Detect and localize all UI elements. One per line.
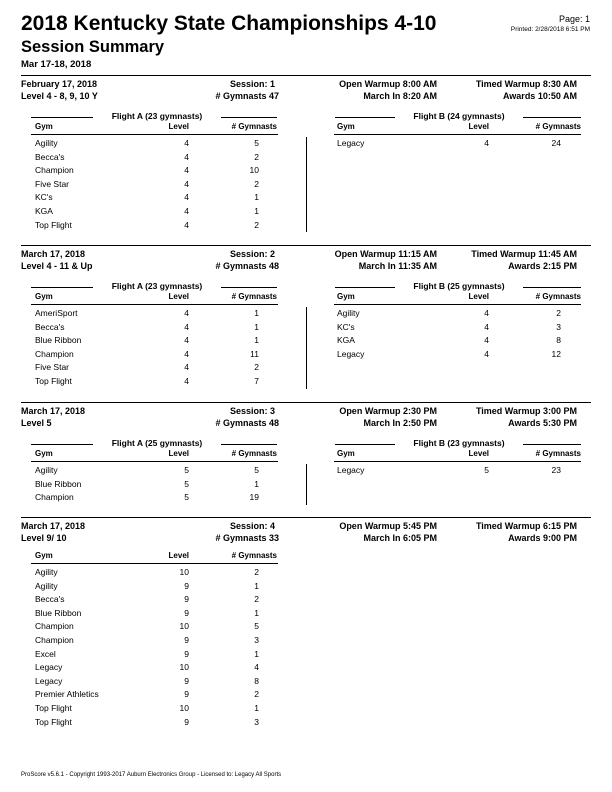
flight-b-rule-right [523, 117, 581, 118]
table-row-gym: Agility [337, 308, 360, 318]
table-row-count: 3 [556, 321, 561, 332]
table-row-count: 1 [254, 703, 259, 713]
table-row-level: 10 [179, 703, 189, 713]
table-row-count: 1 [254, 308, 259, 318]
table-row-gym: Legacy [337, 348, 365, 359]
table-row-gym: Champion [35, 165, 74, 176]
flight-a-label: Flight A (23 gymnasts) [111, 281, 203, 291]
table-row-gym: KC's [337, 321, 355, 332]
table-row-gym: Legacy [35, 675, 63, 686]
flight-b-rule-right [523, 287, 581, 288]
table-row-gym: Champion [35, 621, 74, 632]
table-row-gym: Becca's [35, 151, 65, 162]
table-row-level: 10 [179, 621, 189, 632]
table-row-count: 1 [254, 206, 259, 216]
col-header-rule-a [31, 134, 278, 135]
session-block [21, 75, 591, 230]
col-level-b: Level [468, 292, 489, 301]
col-level-b: Level [468, 449, 489, 458]
table-row-level: 5 [184, 478, 189, 489]
table-row-count: 8 [556, 335, 561, 346]
col-level-a: Level [168, 449, 189, 458]
flight-b-rule-right [523, 444, 581, 445]
table-row-gym: Agility [35, 567, 58, 577]
awards: Awards 10:50 AM [502, 91, 577, 101]
report-dates: Mar 17-18, 2018 [21, 59, 92, 70]
table-row-level: 4 [184, 206, 189, 216]
table-row-gym: Legacy [337, 465, 365, 475]
table-row-count: 2 [254, 567, 259, 577]
table-row-level: 4 [184, 321, 189, 332]
flight-a-rule-left [31, 444, 93, 445]
session-gymnasts-total: # Gymnasts 48 [215, 418, 279, 428]
march-in: March In 11:35 AM [358, 261, 437, 271]
open-warmup: Open Warmup 8:00 AM [339, 79, 437, 89]
col-gymnasts-b: # Gymnasts [535, 122, 581, 131]
flight-a-rule-left [31, 117, 93, 118]
col-level-a: Level [168, 122, 189, 131]
table-row-count: 1 [254, 321, 259, 332]
table-row-level: 10 [179, 567, 189, 577]
session-date: March 17, 2018 [21, 521, 86, 531]
flight-b-rule-left [335, 287, 395, 288]
table-row-level: 9 [184, 716, 189, 727]
table-row-gym: Champion [35, 492, 74, 503]
table-row-level: 4 [484, 321, 489, 332]
open-warmup: Open Warmup 5:45 PM [339, 521, 437, 531]
table-row-gym: Top Flight [35, 703, 72, 713]
table-row-count: 12 [551, 348, 561, 359]
table-row-level: 9 [184, 594, 189, 605]
col-level-a: Level [168, 292, 189, 301]
col-gym-b: Gym [337, 449, 355, 458]
session-levels: Level 4 - 11 & Up [21, 261, 93, 271]
table-row-gym: Five Star [35, 362, 70, 373]
flight-a-rule-left [31, 287, 93, 288]
table-row-level: 4 [184, 308, 189, 318]
col-gym-a: Gym [35, 122, 53, 131]
table-row-level: 4 [484, 335, 489, 346]
table-row-count: 1 [254, 580, 259, 591]
table-row-level: 9 [184, 607, 189, 618]
table-row-gym: Blue Ribbon [35, 478, 82, 489]
session-date: March 17, 2018 [21, 249, 86, 259]
col-gymnasts-a: # Gymnasts [231, 551, 277, 560]
awards: Awards 9:00 PM [508, 533, 577, 543]
table-row-level: 9 [184, 675, 189, 686]
table-row-level: 4 [184, 178, 189, 189]
flight-divider [306, 137, 307, 232]
table-row-count: 3 [254, 716, 259, 727]
session-levels: Level 4 - 8, 9, 10 Y [21, 91, 98, 101]
table-row-level: 5 [184, 492, 189, 503]
table-row-gym: Agility [35, 465, 58, 475]
march-in: March In 2:50 PM [363, 418, 437, 428]
table-row-count: 1 [254, 478, 259, 489]
table-row-count: 2 [254, 594, 259, 605]
table-row-count: 11 [250, 348, 259, 359]
table-row-level: 4 [184, 348, 189, 359]
table-row-count: 1 [254, 192, 259, 203]
table-row-level: 4 [184, 165, 189, 176]
table-row-count: 19 [249, 492, 259, 503]
timed-warmup: Timed Warmup 3:00 PM [475, 406, 577, 416]
flight-a-rule-right [221, 117, 277, 118]
col-gymnasts-a: # Gymnasts [231, 292, 277, 301]
table-row-gym: Champion [35, 635, 74, 645]
table-row-gym: KGA [35, 206, 53, 216]
session-block [21, 402, 591, 503]
table-row-count: 5 [254, 465, 259, 475]
flight-a-rule-right [221, 287, 277, 288]
timed-warmup: Timed Warmup 8:30 AM [475, 79, 577, 89]
table-row-gym: Top Flight [35, 219, 72, 230]
table-row-gym: Agility [35, 138, 58, 148]
col-gym-b: Gym [337, 292, 355, 301]
timed-warmup: Timed Warmup 6:15 PM [475, 521, 577, 531]
table-row-count: 2 [254, 151, 259, 162]
col-level-b: Level [468, 122, 489, 131]
col-level-a: Level [168, 551, 189, 560]
table-row-count: 5 [254, 138, 259, 148]
table-row-gym: Excel [35, 648, 56, 659]
table-row-gym: Champion [35, 348, 74, 359]
table-row-level: 4 [484, 308, 489, 318]
report-subtitle: Session Summary [21, 38, 165, 56]
table-row-gym: Legacy [337, 138, 365, 148]
flight-a-rule-right [221, 444, 277, 445]
table-row-level: 9 [184, 648, 189, 659]
table-row-level: 4 [184, 151, 189, 162]
table-row-gym: Becca's [35, 594, 65, 605]
table-row-count: 1 [254, 335, 259, 346]
col-gymnasts-b: # Gymnasts [535, 292, 581, 301]
session-gymnasts-total: # Gymnasts 48 [215, 261, 279, 271]
table-row-level: 4 [484, 138, 489, 148]
table-row-count: 2 [254, 219, 259, 230]
timed-warmup: Timed Warmup 11:45 AM [471, 249, 577, 259]
col-header-rule-a [31, 563, 278, 564]
table-row-gym: Top Flight [35, 376, 72, 386]
flight-divider [306, 464, 307, 505]
col-header-rule-b [334, 134, 581, 135]
table-row-count: 3 [254, 635, 259, 645]
table-row-gym: Blue Ribbon [35, 607, 82, 618]
table-row-level: 4 [184, 376, 189, 386]
flight-divider [306, 307, 307, 389]
report-title: 2018 Kentucky State Championships 4-10 [21, 12, 437, 35]
table-row-count: 8 [254, 675, 259, 686]
table-row-count: 7 [254, 376, 259, 386]
table-row-level: 9 [184, 635, 189, 645]
table-row-level: 9 [184, 580, 189, 591]
flight-b-rule-left [335, 117, 395, 118]
table-row-count: 2 [254, 689, 259, 700]
session-number: Session: 2 [229, 249, 275, 259]
awards: Awards 5:30 PM [508, 418, 577, 428]
table-row-gym: KGA [337, 335, 355, 346]
table-row-count: 24 [551, 138, 561, 148]
flight-b-rule-left [335, 444, 395, 445]
table-row-count: 23 [551, 465, 561, 475]
table-row-count: 5 [254, 621, 259, 632]
col-header-rule-b [334, 461, 581, 462]
flight-a-label: Flight A (23 gymnasts) [111, 111, 203, 121]
table-row-level: 5 [484, 465, 489, 475]
table-row-level: 9 [184, 689, 189, 700]
table-row-gym: Becca's [35, 321, 65, 332]
session-levels: Level 5 [21, 418, 52, 428]
session-number: Session: 4 [229, 521, 275, 531]
table-row-gym: Agility [35, 580, 58, 591]
col-gym-b: Gym [337, 122, 355, 131]
table-row-count: 1 [254, 607, 259, 618]
table-row-level: 4 [484, 348, 489, 359]
col-gymnasts-a: # Gymnasts [231, 449, 277, 458]
session-date: March 17, 2018 [21, 406, 86, 416]
awards: Awards 2:15 PM [508, 261, 577, 271]
col-header-rule-a [31, 304, 278, 305]
table-row-count: 2 [254, 362, 259, 373]
table-row-gym: AmeriSport [35, 308, 78, 318]
col-gymnasts-b: # Gymnasts [535, 449, 581, 458]
printed-timestamp: Printed: 2/28/2018 6:51 PM [510, 26, 590, 33]
col-header-rule-a [31, 461, 278, 462]
session-number: Session: 3 [229, 406, 275, 416]
table-row-level: 4 [184, 362, 189, 373]
session-date: February 17, 2018 [21, 79, 98, 89]
table-row-level: 4 [184, 219, 189, 230]
table-row-count: 4 [254, 662, 259, 673]
flight-a-label: Flight A (25 gymnasts) [111, 438, 203, 448]
session-block [21, 245, 591, 386]
table-row-count: 2 [254, 178, 259, 189]
open-warmup: Open Warmup 11:15 AM [334, 249, 437, 259]
flight-b-label: Flight B (23 gymnasts) [413, 438, 505, 448]
page-number: Page: 1 [558, 14, 590, 24]
table-row-gym: Blue Ribbon [35, 335, 82, 346]
footer-copyright: ProScore v5.6.1 - Copyright 1993-2017 Auburn Electronics Group - Licensed to: Legacy All Sports [21, 772, 282, 778]
table-row-level: 4 [184, 192, 189, 203]
flight-b-label: Flight B (25 gymnasts) [413, 281, 505, 291]
session-gymnasts-total: # Gymnasts 47 [215, 91, 279, 101]
table-row-count: 10 [249, 165, 259, 176]
table-row-gym: Premier Athletics [35, 689, 99, 700]
session-levels: Level 9/ 10 [21, 533, 67, 543]
table-row-level: 5 [184, 465, 189, 475]
march-in: March In 8:20 AM [363, 91, 437, 101]
col-header-rule-b [334, 304, 581, 305]
table-row-count: 1 [254, 648, 259, 659]
col-gym-a: Gym [35, 449, 53, 458]
table-row-level: 4 [184, 335, 189, 346]
session-block [21, 517, 591, 727]
table-row-count: 2 [556, 308, 561, 318]
col-gym-a: Gym [35, 551, 53, 560]
table-row-gym: Top Flight [35, 716, 72, 727]
session-number: Session: 1 [229, 79, 275, 89]
col-gymnasts-a: # Gymnasts [231, 122, 277, 131]
flight-b-label: Flight B (24 gymnasts) [413, 111, 505, 121]
table-row-level: 10 [179, 662, 189, 673]
open-warmup: Open Warmup 2:30 PM [339, 406, 437, 416]
table-row-level: 4 [184, 138, 189, 148]
march-in: March In 6:05 PM [363, 533, 437, 543]
table-row-gym: Legacy [35, 662, 63, 673]
col-gym-a: Gym [35, 292, 53, 301]
table-row-gym: KC's [35, 192, 53, 203]
table-row-gym: Five Star [35, 178, 70, 189]
session-gymnasts-total: # Gymnasts 33 [215, 533, 279, 543]
